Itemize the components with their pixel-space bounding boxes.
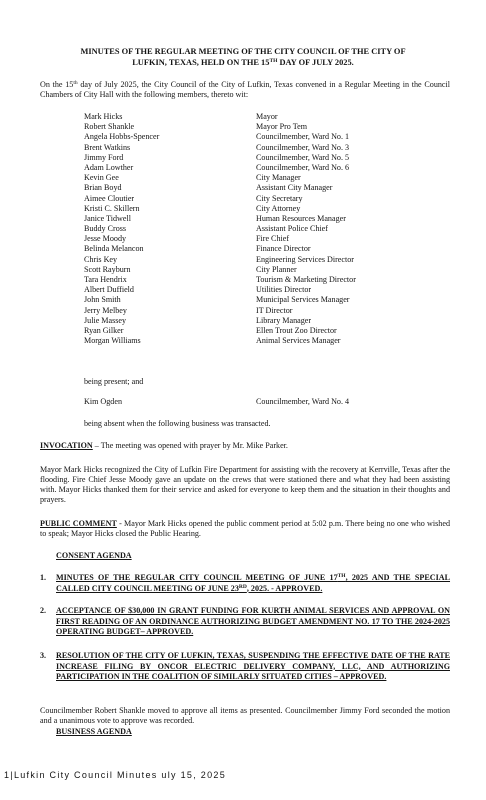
recognition-paragraph: Mayor Mark Hicks recognized the City of Lufkin Fire Department for assisting with the recovery at Kerrville, Texas after the flooding. Fire Chief Jesse Moody gave an update on the crews that were stationed there and what they had been assisting with. Mayor Hicks thanked them for their service and asked for everyone to keep them and the situation in their thoughts and prayers.	[40, 465, 450, 504]
attendee-row	[84, 336, 424, 346]
attendee-role: Ellen Trout Zoo Director	[256, 325, 337, 335]
present-label: being present; and	[84, 377, 144, 386]
intro-text-end: day of July 2025, the City Council of the City of Lufkin, Texas convened in a Regular Meeting in the Council Chambers of City Hall with the following members, thereto wit:	[40, 80, 451, 99]
attendee-name: Brent Watkins	[84, 142, 131, 152]
attendee-name: Aimee Cloutier	[84, 193, 135, 203]
document-title	[40, 46, 446, 68]
attendee-role: Councilmember, Ward No. 5	[256, 152, 350, 162]
attendee-row	[84, 306, 424, 316]
agenda-item-2	[40, 606, 450, 638]
business-agenda-heading: BUSINESS AGENDA	[56, 727, 132, 736]
absent-member-role: Councilmember, Ward No. 4	[256, 397, 350, 406]
agenda-item-number: 2.	[40, 606, 47, 615]
attendance-list	[84, 112, 424, 346]
agenda-item-1-sup-b: RD	[238, 583, 247, 590]
agenda-item-1-text-b: , 2025 AND THE SPECIAL CALLED CITY COUNCIL MEETING OF JUNE 23	[56, 573, 451, 593]
attendee-row	[84, 143, 424, 153]
attendee-role: Human Resources Manager	[256, 213, 346, 223]
intro-paragraph	[40, 80, 450, 100]
absent-label: being absent when the following business was transacted.	[84, 419, 271, 428]
attendee-row	[84, 183, 424, 193]
attendee-row	[84, 224, 424, 234]
consent-agenda-heading: CONSENT AGENDA	[56, 551, 132, 560]
attendee-name: Tara Hendrix	[84, 275, 127, 284]
attendee-name: Jesse Moody	[84, 234, 127, 244]
attendee-name: Jimmy Ford	[84, 152, 124, 162]
attendee-name: John Smith	[84, 295, 121, 305]
attendee-role: City Attorney	[256, 203, 301, 213]
attendee-name: Angela Hobbs-Spencer	[84, 132, 160, 142]
attendee-name: Janice Tidwell	[84, 213, 131, 223]
attendee-row	[84, 204, 424, 214]
public-comment-heading: PUBLIC COMMENT	[40, 519, 117, 528]
attendee-role: Councilmember, Ward No. 6	[256, 162, 350, 172]
absent-member-name: Kim Ogden	[84, 397, 122, 406]
attendee-row	[84, 214, 424, 224]
attendee-role: Councilmember, Ward No. 3	[256, 142, 350, 152]
attendee-role: City Secretary	[256, 193, 303, 203]
intro-superscript: th	[73, 80, 78, 86]
public-comment-text: - Mayor Mark Hicks opened the public comment period at 5:02 p.m. There being no one who wished to speak; Mayor Hicks closed the Public Hearing.	[40, 519, 450, 538]
invocation-text: – The meeting was opened with prayer by Mr. Mike Parker.	[92, 441, 288, 450]
title-line-2-text: LUFKIN, TEXAS, HELD ON THE 15	[132, 58, 270, 67]
attendee-role: Assistant City Manager	[256, 183, 333, 193]
title-line-1: MINUTES OF THE REGULAR MEETING OF THE CITY COUNCIL OF THE CITY OF	[80, 47, 406, 56]
attendee-role: Municipal Services Manager	[256, 295, 350, 305]
attendee-role: City Planner	[256, 264, 297, 274]
agenda-item-text: RESOLUTION OF THE CITY OF LUFKIN, TEXAS, SUSPENDING THE EFFECTIVE DATE OF THE RATE INCREASE FILING BY ONCOR ELECTRIC DELIVERY COMPANY, LLC, AND AUTHORIZING PARTICIPATION IN THE COALITION OF SIMILARLY SITUATED CITIES – APPROVED.	[56, 651, 450, 681]
agenda-item-1-text-c: , 2025. - APPROVED.	[246, 583, 323, 593]
agenda-item-text	[56, 573, 450, 594]
title-line-2	[40, 57, 446, 68]
agenda-item-3	[40, 651, 450, 683]
intro-text-start: On the 15	[40, 80, 74, 89]
agenda-item-1-sup-a: TH	[337, 573, 346, 579]
agenda-item-number: 3.	[40, 651, 47, 660]
attendee-role: Mayor	[256, 112, 278, 121]
agenda-item-1-text-a: MINUTES OF THE REGULAR CITY COUNCIL MEETING OF JUNE 17	[56, 573, 338, 582]
attendee-role: Tourism & Marketing Director	[256, 275, 356, 284]
attendee-name: Kristi C. Skillern	[84, 203, 140, 213]
attendee-role: Engineering Services Director	[256, 254, 354, 264]
motion-paragraph: Councilmember Robert Shankle moved to approve all items as presented. Councilmember Jimmy Ford seconded the motion and a unanimous vote to approve was recorded.	[40, 706, 450, 725]
attendee-name: Brian Boyd	[84, 183, 122, 193]
absent-member-row	[84, 397, 424, 407]
attendee-row	[84, 316, 424, 326]
attendee-role: Animal Services Manager	[256, 336, 341, 346]
attendee-row	[84, 153, 424, 163]
attendee-role: IT Director	[256, 305, 293, 315]
attendee-role: Utilities Director	[256, 285, 312, 295]
attendee-row	[84, 295, 424, 305]
attendee-row	[84, 112, 424, 122]
invocation-heading: INVOCATION	[40, 441, 93, 450]
attendee-name: Buddy Cross	[84, 224, 127, 234]
attendee-row	[84, 163, 424, 173]
attendee-name: Scott Rayburn	[84, 264, 131, 274]
page-footer: 1|Lufkin City Council Minutes uly 15, 2025	[4, 770, 227, 780]
attendee-row	[84, 326, 424, 336]
attendee-row	[84, 234, 424, 244]
attendee-name: Kevin Gee	[84, 173, 119, 183]
attendee-name: Mark Hicks	[84, 112, 123, 121]
attendee-role: Mayor Pro Tem	[256, 122, 307, 132]
attendee-name: Belinda Melancon	[84, 244, 144, 254]
attendee-role: Assistant Police Chief	[256, 224, 328, 234]
attendee-row	[84, 265, 424, 275]
agenda-item-number: 1.	[40, 573, 47, 582]
title-line-2-end: DAY OF JULY 2025.	[277, 58, 354, 67]
public-comment-paragraph	[40, 519, 450, 539]
agenda-item-1	[40, 573, 450, 594]
agenda-item-text: ACCEPTANCE OF $30,000 IN GRANT FUNDING FOR KURTH ANIMAL SERVICES AND APPROVAL ON FIRST READING OF AN ORDINANCE AUTHORIZING BUDGET AMENDMENT NO. 17 TO THE 2024-2025 OPERATING BUDGET– APPROVED.	[56, 606, 450, 636]
attendee-name: Adam Lowther	[84, 162, 134, 172]
attendee-row	[84, 275, 424, 285]
attendee-name: Jerry Melbey	[84, 305, 127, 315]
attendee-name: Morgan Williams	[84, 336, 141, 346]
attendee-row	[84, 255, 424, 265]
attendee-row	[84, 132, 424, 142]
attendee-role: City Manager	[256, 173, 301, 183]
attendee-name: Julie Massey	[84, 315, 127, 325]
attendee-role: Finance Director	[256, 244, 311, 254]
title-superscript: TH	[269, 58, 278, 64]
attendee-role: Library Manager	[256, 315, 312, 325]
attendee-name: Robert Shankle	[84, 122, 135, 132]
attendee-role: Councilmember, Ward No. 1	[256, 132, 350, 142]
attendee-role: Fire Chief	[256, 234, 290, 244]
invocation-paragraph	[40, 441, 450, 451]
attendee-row	[84, 285, 424, 295]
attendee-name: Albert Duffield	[84, 285, 134, 295]
attendee-name: Chris Key	[84, 254, 118, 264]
attendee-row	[84, 194, 424, 204]
attendee-row	[84, 173, 424, 183]
attendee-name: Ryan Gilker	[84, 325, 124, 335]
attendee-row	[84, 244, 424, 254]
attendee-row	[84, 122, 424, 132]
